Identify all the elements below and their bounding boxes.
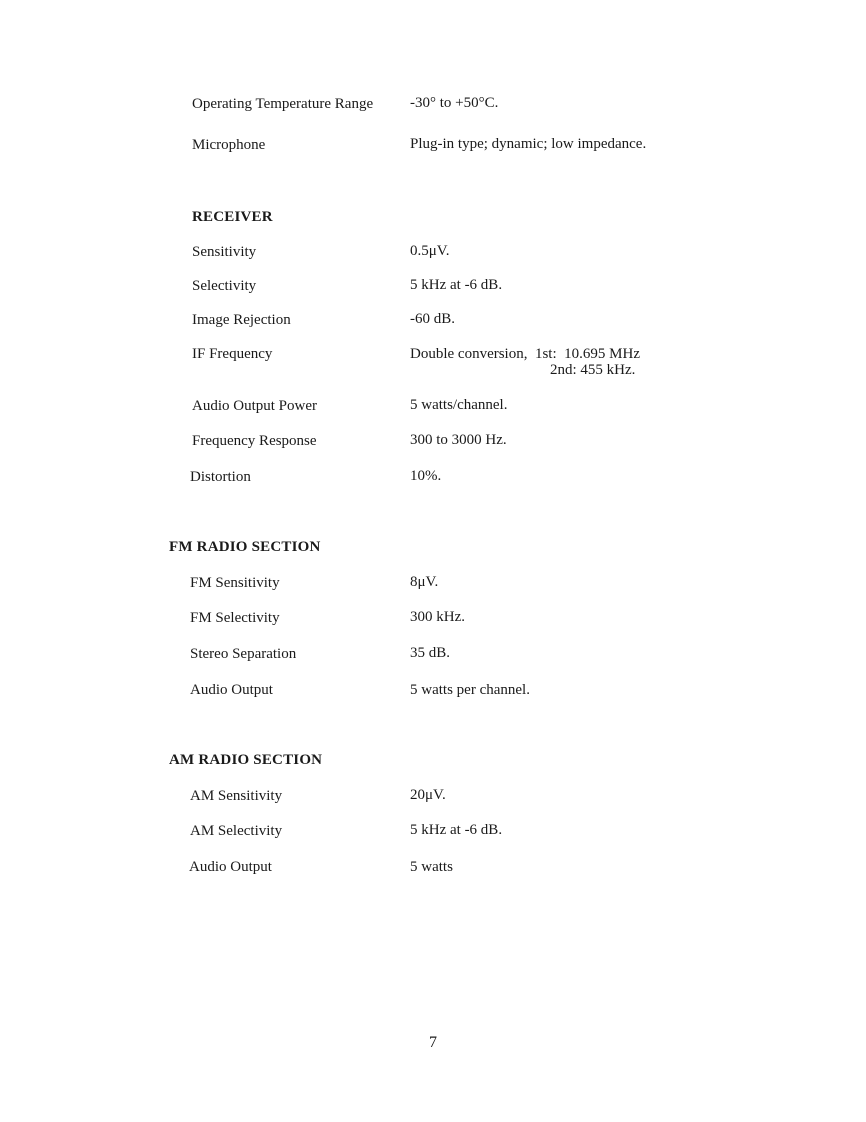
spec-label: AM Selectivity [190, 823, 283, 839]
spec-value-microphone: Plug-in type; dynamic; low impedance. [410, 136, 647, 152]
spec-value-fm-audio-output: 5 watts per channel. [410, 682, 530, 698]
spec-value-stereo-separation: 35 dB. [410, 645, 451, 661]
spec-value-selectivity: 5 kHz at -6 dB. [410, 277, 503, 293]
spec-value-distortion: 10%. [410, 468, 442, 484]
spec-label: Image Rejection [192, 312, 291, 328]
if-frequency-line-1: Double conversion, 1st: 10.695 MHz [410, 346, 640, 362]
spec-label: Frequency Response [192, 433, 317, 449]
spec-label: IF Frequency [192, 346, 273, 362]
page-number: 7 [429, 1034, 437, 1051]
spec-label: AM Sensitivity [190, 788, 283, 804]
spec-value-sensitivity: 0.5μV. [410, 243, 450, 259]
spec-label: Sensitivity [192, 244, 257, 260]
spec-label: Audio Output [189, 859, 272, 875]
spec-value-if-frequency [410, 346, 640, 378]
spec-label: Audio Output [190, 682, 273, 698]
if-frequency-line-2: 2nd: 455 kHz. [550, 362, 636, 378]
spec-value-am-audio-output: 5 watts [410, 859, 453, 875]
spec-value-am-sensitivity: 20μV. [410, 787, 446, 803]
spec-label: Selectivity [192, 278, 257, 294]
section-heading-receiver: RECEIVER [192, 209, 273, 225]
spec-value-operating-temperature: -30° to +50°C. [410, 95, 499, 111]
spec-label: Audio Output Power [192, 398, 317, 414]
spec-label: Stereo Separation [190, 646, 297, 662]
spec-value-image-rejection: -60 dB. [410, 311, 455, 327]
section-heading-fm: FM RADIO SECTION [169, 539, 321, 555]
spec-label: FM Selectivity [190, 610, 280, 626]
spec-label: Distortion [190, 469, 251, 485]
spec-label: Operating Temperature Range [192, 96, 374, 112]
spec-label: Microphone [192, 137, 266, 153]
spec-value-am-selectivity: 5 kHz at -6 dB. [410, 822, 503, 838]
spec-value-fm-selectivity: 300 kHz. [410, 609, 465, 625]
section-heading-am: AM RADIO SECTION [169, 752, 323, 768]
spec-label: FM Sensitivity [190, 575, 280, 591]
spec-value-audio-output-power: 5 watts/channel. [410, 397, 508, 413]
spec-value-fm-sensitivity: 8μV. [410, 574, 439, 590]
spec-value-frequency-response: 300 to 3000 Hz. [410, 432, 507, 448]
